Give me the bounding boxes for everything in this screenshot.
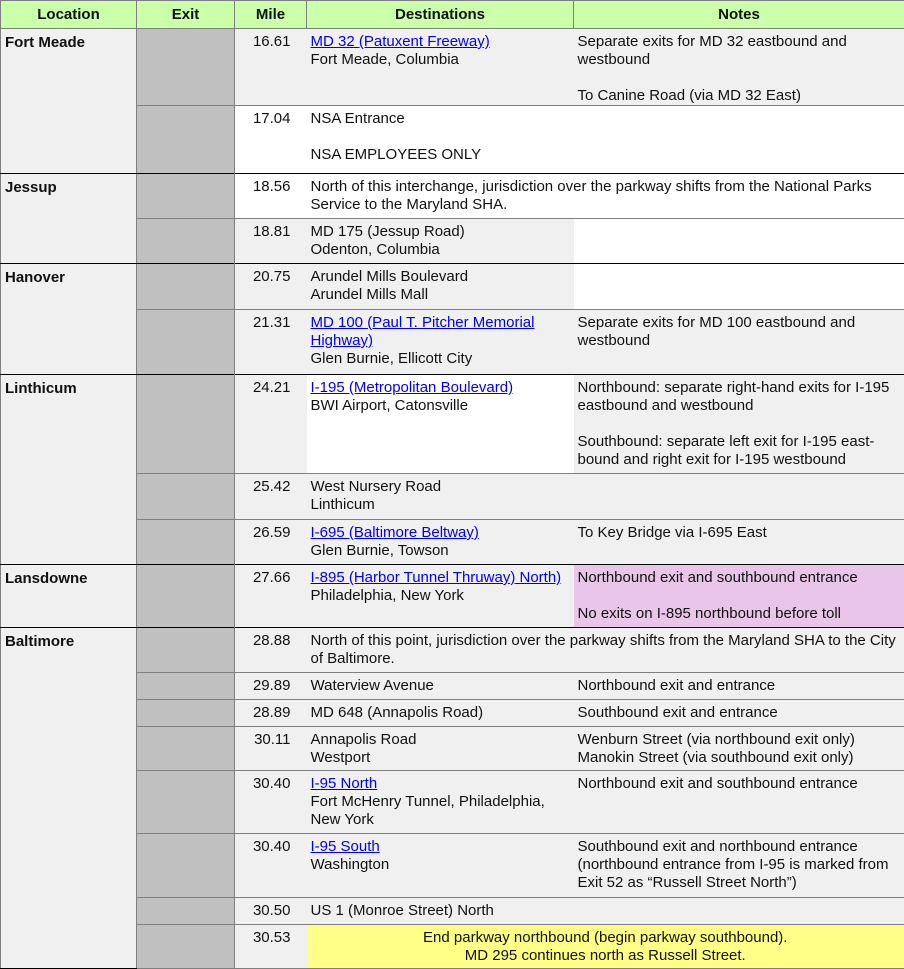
note-text: No exits on I-895 northbound before toll xyxy=(578,605,842,622)
mile-cell: 30.40 xyxy=(235,771,307,834)
exit-cell xyxy=(137,925,235,969)
destination-text: Philadelphia, New York xyxy=(311,587,464,604)
exit-cell xyxy=(137,474,235,520)
exit-cell xyxy=(137,771,235,834)
destination-cell xyxy=(307,106,574,174)
destination-text: NSA Entrance xyxy=(311,110,405,127)
header-mile: Mile xyxy=(235,1,307,29)
mile-cell: 20.75 xyxy=(235,264,307,310)
table-row xyxy=(1,898,904,925)
note-text: Southbound: separate left exit for I-195 east-bound and right exit for I-195 westbound xyxy=(578,433,875,468)
notes-cell xyxy=(574,219,904,264)
notes-cell xyxy=(574,29,904,106)
table-row xyxy=(1,771,904,834)
table-row xyxy=(1,925,904,969)
header-row xyxy=(1,1,904,29)
destination-cell xyxy=(307,834,574,898)
exit-cell xyxy=(137,174,235,219)
destination-text: Arundel Mills Mall xyxy=(311,286,429,303)
table-row xyxy=(1,673,904,700)
location-linthicum: Linthicum xyxy=(1,375,137,565)
mile-cell: 25.42 xyxy=(235,474,307,520)
mile-cell: 24.21 xyxy=(235,375,307,474)
notes-cell: Northbound exit and entrance xyxy=(574,673,904,700)
destination-text: Odenton, Columbia xyxy=(311,241,440,258)
table-row xyxy=(1,474,904,520)
location-baltimore: Baltimore xyxy=(1,628,137,969)
exit-cell xyxy=(137,375,235,474)
destination-text: Annapolis Road xyxy=(311,731,417,748)
destination-text: Linthicum xyxy=(311,496,375,513)
exit-cell xyxy=(137,264,235,310)
mile-cell: 30.53 xyxy=(235,925,307,969)
location-fort-meade: Fort Meade xyxy=(1,29,137,174)
destination-cell xyxy=(307,727,574,771)
notes-cell xyxy=(574,310,904,375)
notes-cell xyxy=(574,565,904,628)
note-text: To Canine Road (via MD 32 East) xyxy=(578,87,801,104)
header-destinations: Destinations xyxy=(307,1,574,29)
table-row xyxy=(1,219,904,264)
notes-cell xyxy=(574,375,904,474)
table-row xyxy=(1,727,904,771)
jurisdiction-note: North of this interchange, jurisdiction over the parkway shifts from the National Parks Service to the Maryland SHA. xyxy=(307,174,904,219)
end-note-line: End parkway northbound (begin parkway southbound). xyxy=(423,929,787,946)
table-row xyxy=(1,520,904,565)
i695-link[interactable]: I-695 (Baltimore Beltway) xyxy=(311,524,479,541)
destination-text: West Nursery Road xyxy=(311,478,442,495)
exit-cell xyxy=(137,29,235,106)
md32-link[interactable]: MD 32 (Patuxent Freeway) xyxy=(311,33,490,50)
notes-cell xyxy=(574,727,904,771)
destination-cell: MD 648 (Annapolis Road) xyxy=(307,700,574,727)
notes-cell xyxy=(574,898,904,925)
location-lansdowne: Lansdowne xyxy=(1,565,137,628)
mile-cell: 18.56 xyxy=(235,174,307,219)
destination-text: Glen Burnie, Ellicott City xyxy=(311,350,473,367)
destination-cell xyxy=(307,520,574,565)
notes-cell: Southbound exit and entrance xyxy=(574,700,904,727)
mile-cell: 26.59 xyxy=(235,520,307,565)
destination-cell xyxy=(307,474,574,520)
destination-cell xyxy=(307,375,574,474)
notes-cell: Northbound exit and southbound entrance xyxy=(574,771,904,834)
mile-cell: 30.11 xyxy=(235,727,307,771)
destination-text: NSA EMPLOYEES ONLY xyxy=(311,146,482,163)
destination-cell xyxy=(307,264,574,310)
table-row xyxy=(1,264,904,310)
destination-text: Glen Burnie, Towson xyxy=(311,542,449,559)
i895-link[interactable]: I-895 (Harbor Tunnel Thruway) North) xyxy=(311,569,562,586)
mile-cell: 17.04 xyxy=(235,106,307,174)
destination-cell: Waterview Avenue xyxy=(307,673,574,700)
note-text: Wenburn Street (via northbound exit only) xyxy=(578,731,855,748)
table-row xyxy=(1,106,904,174)
table-row xyxy=(1,29,904,106)
mile-cell: 28.88 xyxy=(235,628,307,673)
location-jessup: Jessup xyxy=(1,174,137,264)
destination-text: Washington xyxy=(311,856,390,873)
destination-text: BWI Airport, Catonsville xyxy=(311,397,469,414)
location-hanover: Hanover xyxy=(1,264,137,375)
mile-cell: 27.66 xyxy=(235,565,307,628)
destination-cell: US 1 (Monroe Street) North xyxy=(307,898,574,925)
note-text: Separate exits for MD 100 eastbound and westbound xyxy=(578,314,856,349)
exit-cell xyxy=(137,700,235,727)
note-text: Northbound exit and southbound entrance xyxy=(578,569,858,586)
destination-cell xyxy=(307,219,574,264)
table-row xyxy=(1,628,904,673)
destination-cell xyxy=(307,310,574,375)
destination-cell xyxy=(307,771,574,834)
end-of-parkway-note xyxy=(307,925,904,969)
destination-text: Westport xyxy=(311,749,371,766)
mile-cell: 29.89 xyxy=(235,673,307,700)
mile-cell: 16.61 xyxy=(235,29,307,106)
header-location: Location xyxy=(1,1,137,29)
notes-cell xyxy=(574,520,904,565)
mile-cell: 30.50 xyxy=(235,898,307,925)
end-note-line: MD 295 continues north as Russell Street. xyxy=(465,947,746,964)
header-exit: Exit xyxy=(137,1,235,29)
exit-cell xyxy=(137,565,235,628)
note-text: Separate exits for MD 32 eastbound and westbound xyxy=(578,33,847,68)
exit-cell xyxy=(137,673,235,700)
note-text: Northbound: separate right-hand exits for I-195 eastbound and westbound xyxy=(578,379,890,414)
table-row xyxy=(1,375,904,474)
exit-cell xyxy=(137,106,235,174)
notes-cell xyxy=(574,106,904,174)
exit-cell xyxy=(137,834,235,898)
table-row xyxy=(1,310,904,375)
destination-text: Arundel Mills Boulevard xyxy=(311,268,469,285)
exit-cell xyxy=(137,310,235,375)
i95-north-link[interactable]: I-95 North xyxy=(311,775,378,792)
notes-cell: Southbound exit and northbound entrance (northbound entrance from I-95 is marked from Exit 52 as “Russell Street North”) xyxy=(574,834,904,898)
mile-cell: 18.81 xyxy=(235,219,307,264)
i95-south-link[interactable]: I-95 South xyxy=(311,838,380,855)
exit-cell xyxy=(137,727,235,771)
exit-cell xyxy=(137,219,235,264)
note-text: To Key Bridge via I-695 East xyxy=(578,524,767,541)
i195-link[interactable]: I-195 (Metropolitan Boulevard) xyxy=(311,379,514,396)
mile-cell: 28.89 xyxy=(235,700,307,727)
destination-cell xyxy=(307,29,574,106)
exit-cell xyxy=(137,898,235,925)
notes-cell xyxy=(574,474,904,520)
destination-text: MD 175 (Jessup Road) xyxy=(311,223,465,240)
mile-cell: 30.40 xyxy=(235,834,307,898)
destination-text: Fort McHenry Tunnel, Philadelphia, New York xyxy=(311,793,545,828)
table-row xyxy=(1,700,904,727)
jurisdiction-note: North of this point, jurisdiction over the parkway shifts from the Maryland SHA to the City of Baltimore. xyxy=(307,628,904,673)
header-notes: Notes xyxy=(574,1,904,29)
exit-cell xyxy=(137,520,235,565)
notes-cell xyxy=(574,264,904,310)
table-row xyxy=(1,565,904,628)
md100-link[interactable]: MD 100 (Paul T. Pitcher Memorial Highway) xyxy=(311,314,535,349)
destination-text: Fort Meade, Columbia xyxy=(311,51,459,68)
note-text: Manokin Street (via southbound exit only) xyxy=(578,749,854,766)
table-row xyxy=(1,174,904,219)
table-row xyxy=(1,834,904,898)
mile-cell: 21.31 xyxy=(235,310,307,375)
exit-cell xyxy=(137,628,235,673)
destination-cell xyxy=(307,565,574,628)
